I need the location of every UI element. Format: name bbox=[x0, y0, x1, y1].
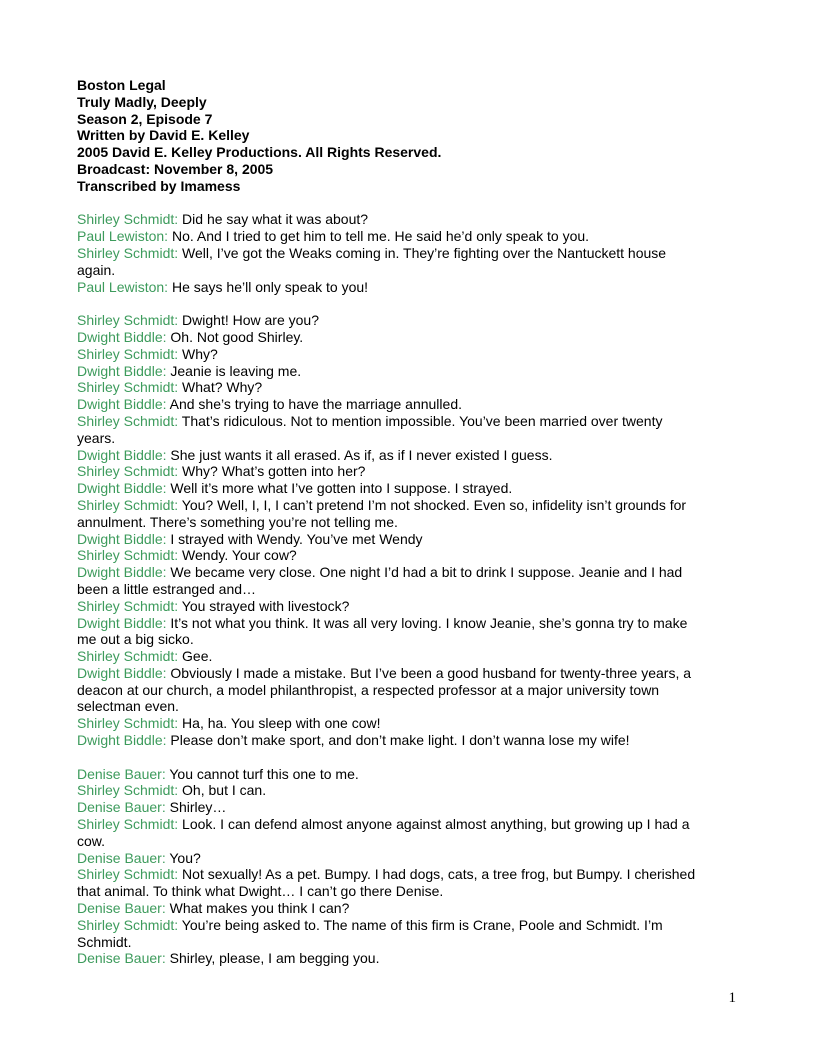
dialogue-text: Well, I’ve got the Weaks coming in. They’re fighting over the Nantuckett house again. bbox=[77, 244, 667, 278]
dialogue-text: That’s ridiculous. Not to mention impossible. You’ve been married over twenty years. bbox=[77, 412, 663, 446]
speaker-name: Shirley Schmidt: bbox=[77, 866, 179, 883]
transcript-page bbox=[77, 77, 697, 967]
writer-credit: Written by David E. Kelley bbox=[77, 127, 250, 144]
speaker-name: Dwight Biddle: bbox=[77, 732, 167, 749]
dialogue-text: Dwight! How are you? bbox=[182, 312, 319, 329]
dialogue-line bbox=[77, 799, 697, 816]
dialogue-line bbox=[77, 950, 697, 967]
page-number: 1 bbox=[728, 990, 736, 1006]
speaker-name: Shirley Schmidt: bbox=[77, 597, 179, 614]
dialogue-text: You? bbox=[169, 849, 201, 866]
scenes bbox=[77, 211, 697, 967]
speaker-name: Shirley Schmidt: bbox=[77, 816, 179, 833]
scene bbox=[77, 766, 697, 968]
speaker-name: Dwight Biddle: bbox=[77, 614, 167, 631]
speaker-name: Paul Lewiston: bbox=[77, 228, 169, 245]
dialogue-line bbox=[77, 782, 697, 799]
dialogue-line bbox=[77, 363, 697, 380]
dialogue-text: You? Well, I, I, I can’t pretend I’m not shocked. Even so, infidelity isn’t grounds for annulment. There’s something you’re not telling me. bbox=[77, 496, 687, 530]
dialogue-line bbox=[77, 279, 697, 296]
broadcast-date: Broadcast: November 8, 2005 bbox=[77, 160, 274, 177]
speaker-name: Shirley Schmidt: bbox=[77, 715, 179, 732]
dialogue-line bbox=[77, 766, 697, 783]
speaker-name: Paul Lewiston: bbox=[77, 278, 169, 295]
speaker-name: Shirley Schmidt: bbox=[77, 345, 179, 362]
dialogue-line bbox=[77, 447, 697, 464]
speaker-name: Denise Bauer: bbox=[77, 950, 166, 967]
speaker-name: Shirley Schmidt: bbox=[77, 244, 179, 261]
speaker-name: Dwight Biddle: bbox=[77, 396, 167, 413]
dialogue-line bbox=[77, 564, 697, 598]
dialogue-text: Gee. bbox=[182, 648, 213, 665]
dialogue-line bbox=[77, 346, 697, 363]
dialogue-text: Well it’s more what I’ve gotten into I suppose. I strayed. bbox=[170, 480, 513, 497]
dialogue-text: We became very close. One night I’d had a bit to drink I suppose. Jeanie and I had been a little estranged and… bbox=[77, 564, 683, 597]
dialogue-text: Not sexually! As a pet. Bumpy. I had dogs, cats, a tree frog, but Bumpy. I cherished that animal. To think what Dwight… I can’t go there Denise. bbox=[77, 866, 696, 900]
dialogue-line bbox=[77, 615, 697, 649]
speaker-name: Shirley Schmidt: bbox=[77, 916, 179, 933]
speaker-name: Denise Bauer: bbox=[77, 849, 166, 866]
dialogue-text: Look. I can defend almost anyone against almost anything, but growing up I had a cow. bbox=[77, 816, 690, 849]
dialogue-line bbox=[77, 497, 697, 531]
dialogue-text: Did he say what it was about? bbox=[182, 211, 369, 228]
dialogue-text: Why? What’s gotten into her? bbox=[182, 463, 366, 480]
dialogue-line bbox=[77, 547, 697, 564]
season-episode: Season 2, Episode 7 bbox=[77, 110, 213, 127]
speaker-name: Shirley Schmidt: bbox=[77, 496, 179, 513]
dialogue-line bbox=[77, 379, 697, 396]
dialogue-text: She just wants it all erased. As if, as if I never existed I guess. bbox=[170, 446, 553, 463]
dialogue-text: Shirley, please, I am begging you. bbox=[169, 950, 380, 967]
dialogue-text: You strayed with livestock? bbox=[181, 597, 350, 614]
dialogue-line bbox=[77, 480, 697, 497]
header-block bbox=[77, 77, 697, 195]
dialogue-line bbox=[77, 211, 697, 228]
dialogue-text: Why? bbox=[182, 345, 218, 362]
dialogue-line bbox=[77, 413, 697, 447]
speaker-name: Shirley Schmidt: bbox=[77, 547, 179, 564]
dialogue-text: Ha, ha. You sleep with one cow! bbox=[182, 715, 381, 732]
speaker-name: Dwight Biddle: bbox=[77, 564, 167, 581]
dialogue-line bbox=[77, 396, 697, 413]
dialogue-text: No. And I tried to get him to tell me. He said he’d only speak to you. bbox=[171, 228, 590, 245]
dialogue-text: I strayed with Wendy. You’ve met Wendy bbox=[170, 530, 423, 547]
dialogue-line bbox=[77, 648, 697, 665]
copyright: 2005 David E. Kelley Productions. All Rights Reserved. bbox=[77, 144, 442, 161]
dialogue-line bbox=[77, 329, 697, 346]
dialogue-line bbox=[77, 866, 697, 900]
speaker-name: Dwight Biddle: bbox=[77, 446, 167, 463]
dialogue-line bbox=[77, 665, 697, 715]
speaker-name: Shirley Schmidt: bbox=[77, 412, 179, 429]
speaker-name: Shirley Schmidt: bbox=[77, 211, 179, 228]
dialogue-text: He says he’ll only speak to you! bbox=[171, 278, 369, 295]
dialogue-text: Shirley… bbox=[169, 799, 227, 816]
dialogue-line bbox=[77, 732, 697, 749]
speaker-name: Shirley Schmidt: bbox=[77, 648, 179, 665]
dialogue-text: Oh. Not good Shirley. bbox=[170, 328, 304, 345]
dialogue-line bbox=[77, 917, 697, 951]
episode-title: Truly Madly, Deeply bbox=[77, 93, 207, 110]
speaker-name: Shirley Schmidt: bbox=[77, 312, 179, 329]
dialogue-line bbox=[77, 850, 697, 867]
dialogue-line bbox=[77, 816, 697, 850]
dialogue-text: Wendy. Your cow? bbox=[182, 547, 297, 564]
speaker-name: Shirley Schmidt: bbox=[77, 782, 179, 799]
dialogue-text: Obviously I made a mistake. But I’ve been a good husband for twenty-three years, a deacon at our church, a model philanthropist, a respected professor at a major university town selectman even. bbox=[77, 664, 692, 715]
speaker-name: Shirley Schmidt: bbox=[77, 379, 179, 396]
transcriber-credit: Transcribed by Imamess bbox=[77, 177, 241, 194]
dialogue-text: And she’s trying to have the marriage annulled. bbox=[169, 396, 462, 413]
dialogue-text: You cannot turf this one to me. bbox=[169, 765, 359, 782]
speaker-name: Dwight Biddle: bbox=[77, 328, 167, 345]
show-title: Boston Legal bbox=[77, 77, 166, 93]
dialogue-text: It’s not what you think. It was all very loving. I know Jeanie, she’s gonna try to make me out a big sicko. bbox=[77, 614, 688, 648]
speaker-name: Dwight Biddle: bbox=[77, 530, 167, 547]
dialogue-text: What? Why? bbox=[182, 379, 263, 396]
dialogue-text: Please don’t make sport, and don’t make light. I don’t wanna lose my wife! bbox=[170, 732, 630, 749]
speaker-name: Dwight Biddle: bbox=[77, 362, 167, 379]
dialogue-text: You’re being asked to. The name of this firm is Crane, Poole and Schmidt. I’m Schmidt. bbox=[77, 916, 663, 950]
dialogue-line bbox=[77, 900, 697, 917]
dialogue-line bbox=[77, 312, 697, 329]
speaker-name: Dwight Biddle: bbox=[77, 664, 167, 681]
scene bbox=[77, 211, 697, 295]
speaker-name: Dwight Biddle: bbox=[77, 480, 167, 497]
dialogue-line bbox=[77, 715, 697, 732]
speaker-name: Denise Bauer: bbox=[77, 900, 166, 917]
dialogue-line bbox=[77, 531, 697, 548]
dialogue-line bbox=[77, 463, 697, 480]
speaker-name: Denise Bauer: bbox=[77, 765, 166, 782]
dialogue-text: Oh, but I can. bbox=[182, 782, 267, 799]
dialogue-line bbox=[77, 228, 697, 245]
scene bbox=[77, 312, 697, 749]
speaker-name: Denise Bauer: bbox=[77, 799, 166, 816]
dialogue-text: Jeanie is leaving me. bbox=[170, 362, 302, 379]
dialogue-line bbox=[77, 598, 697, 615]
speaker-name: Shirley Schmidt: bbox=[77, 463, 179, 480]
dialogue-text: What makes you think I can? bbox=[169, 900, 350, 917]
dialogue-line bbox=[77, 245, 697, 279]
